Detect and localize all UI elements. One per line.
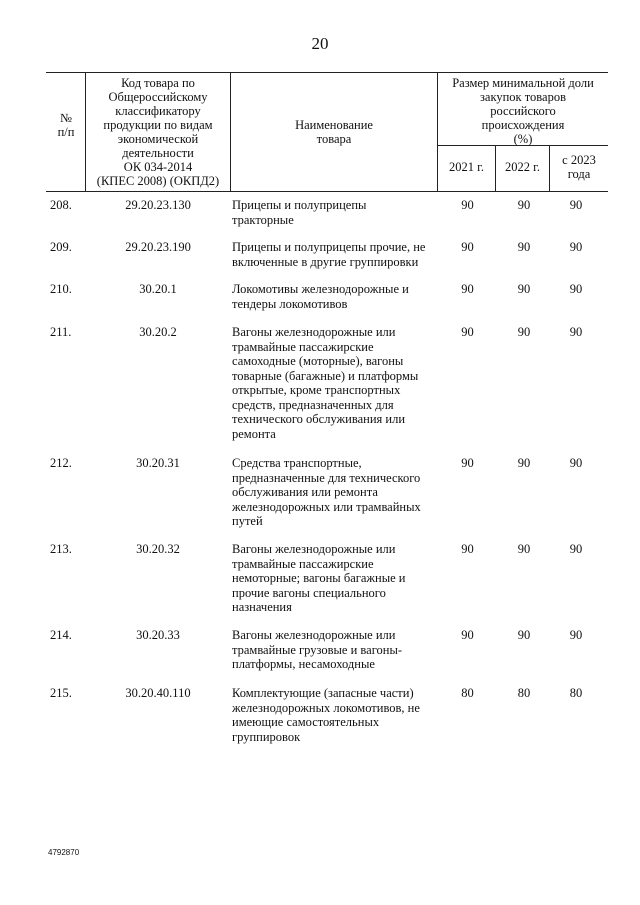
row-number: 209. <box>50 240 72 254</box>
document-id: 4792870 <box>48 848 80 857</box>
row-code: 29.20.23.190 <box>125 240 191 254</box>
row-value-2022: 80 <box>517 686 531 700</box>
header-col-2021: 2021 г. <box>449 160 484 174</box>
header-col-code: Код товара по Общероссийскому классификатору продукции по видам экономической деятельности ОК 034-2014 (КПЕС 2008) (ОКПД2) <box>96 76 220 188</box>
row-value-2022: 90 <box>517 542 531 556</box>
header-bottom-border <box>46 191 608 192</box>
row-name: Локомотивы железнодорожные и тендеры локомотивов <box>232 282 409 311</box>
row-value-2023: 90 <box>569 542 583 556</box>
table-top-border <box>46 72 608 73</box>
row-value-2022: 90 <box>517 628 531 642</box>
row-code: 30.20.31 <box>136 456 180 470</box>
row-number: 211. <box>50 325 72 339</box>
row-value-2023: 90 <box>569 240 583 254</box>
header-col-share: Размер минимальной доли закупок товаров российского происхождения (%) <box>452 76 594 146</box>
col-divider-2 <box>230 72 231 192</box>
row-value-2021: 90 <box>461 198 474 212</box>
row-name: Вагоны железнодорожные или трамвайные пассажирские самоходные (моторные), вагоны товарные (багажные) и платформы открытые, кроме транспортных средств, предназначенных для технического обслуживания или ремонта <box>232 325 419 441</box>
header-col-2023: с 2023 года <box>562 153 596 181</box>
row-code: 30.20.2 <box>139 325 177 339</box>
row-value-2023: 90 <box>569 198 583 212</box>
row-value-2022: 90 <box>517 325 531 339</box>
row-value-2021: 90 <box>461 542 474 556</box>
row-name: Средства транспортные, предназначенные для технического обслуживания или ремонта железнодорожных или трамвайных путей <box>232 456 421 528</box>
row-value-2023: 90 <box>569 282 583 296</box>
row-name: Комплектующие (запасные части) железнодорожных локомотивов, не имеющие самостоятельных группировок <box>232 686 420 744</box>
row-number: 212. <box>50 456 72 470</box>
header-col-2022: 2022 г. <box>505 160 540 174</box>
row-number: 208. <box>50 198 72 212</box>
row-value-2023: 90 <box>569 325 583 339</box>
row-value-2023: 80 <box>569 686 583 700</box>
page-number: 20 <box>311 34 329 53</box>
row-value-2021: 90 <box>461 282 474 296</box>
row-value-2021: 90 <box>461 628 474 642</box>
row-name: Вагоны железнодорожные или трамвайные грузовые и вагоны- платформы, несамоходные <box>232 628 403 671</box>
row-value-2022: 90 <box>517 282 531 296</box>
row-value-2023: 90 <box>569 456 583 470</box>
row-number: 213. <box>50 542 72 556</box>
col-divider-1 <box>85 72 86 192</box>
row-number: 210. <box>50 282 72 296</box>
row-code: 30.20.32 <box>136 542 180 556</box>
row-name: Прицепы и полуприцепы прочие, не включенные в другие группировки <box>232 240 426 269</box>
col-divider-3 <box>437 72 438 192</box>
row-code: 30.20.40.110 <box>125 686 191 700</box>
row-code: 30.20.1 <box>139 282 177 296</box>
row-value-2022: 90 <box>517 198 531 212</box>
row-number: 214. <box>50 628 72 642</box>
row-code: 30.20.33 <box>136 628 180 642</box>
row-number: 215. <box>50 686 72 700</box>
row-value-2021: 80 <box>461 686 474 700</box>
header-col-no: № п/п <box>57 111 75 139</box>
row-value-2022: 90 <box>517 240 531 254</box>
row-value-2021: 90 <box>461 325 474 339</box>
row-value-2021: 90 <box>461 240 474 254</box>
row-name: Вагоны железнодорожные или трамвайные пассажирские немоторные; вагоны багажные и прочие вагоны специального назначения <box>232 542 406 614</box>
row-value-2023: 90 <box>569 628 583 642</box>
row-code: 29.20.23.130 <box>125 198 191 212</box>
row-name: Прицепы и полуприцепы тракторные <box>232 198 367 227</box>
row-value-2022: 90 <box>517 456 531 470</box>
header-col-name: Наименование товара <box>295 118 373 146</box>
row-value-2021: 90 <box>461 456 474 470</box>
